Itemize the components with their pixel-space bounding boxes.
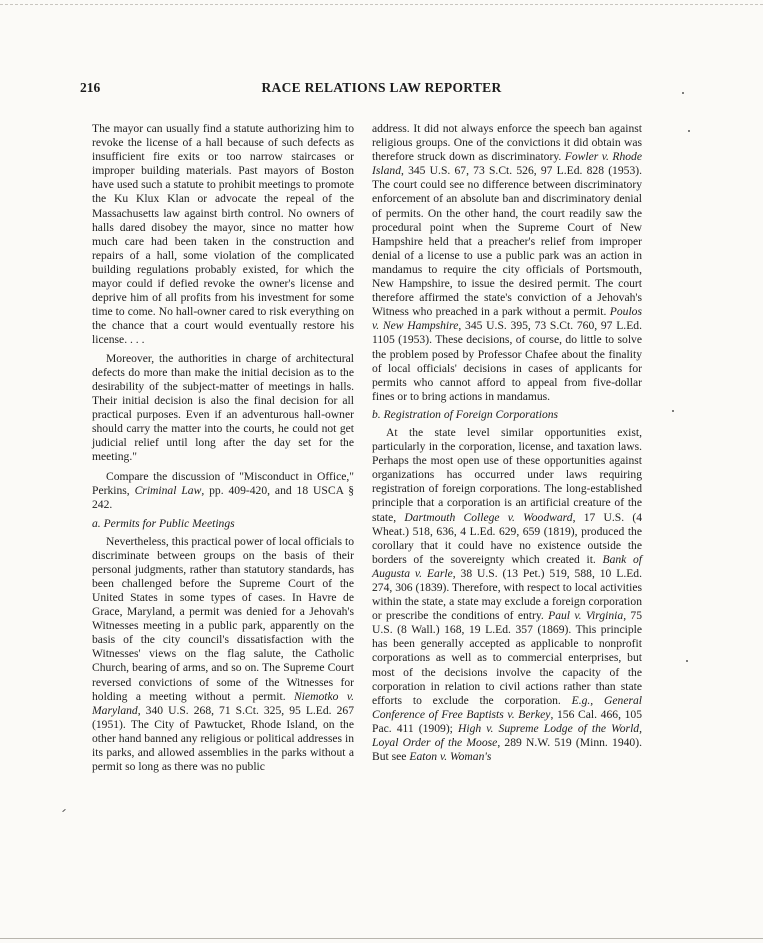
citation: Fowler v. Rhode Island bbox=[372, 150, 642, 178]
top-dashed-rule bbox=[0, 4, 763, 5]
scan-speck bbox=[672, 410, 674, 412]
section-heading-a: a. Permits for Public Meetings bbox=[92, 516, 235, 530]
running-head: RACE RELATIONS LAW REPORTER bbox=[261, 80, 502, 95]
citation: Poulos v. New Hampshire bbox=[372, 305, 642, 333]
citation: Dartmouth College v. Woodward bbox=[404, 510, 573, 524]
citation: Bank of Augusta v. Earle bbox=[372, 552, 642, 580]
paragraph-foreign-corporations: At the state level similar opportunities exist, particularly in the corporation, license, and taxation laws. Perhaps the most open use of these opportunities against organizations has occurred under laws requiring registration of foreign corporations. The long-established principle that a corporation is an artificial creature of the state, Dartmouth College v. Woodward, 17 U.S. (4 Wheat.) 518, 636, 4 L.Ed. 629, 659 (1819), produced the corollary that it could have no existence outside the borders of the sovereignty which created it. Bank of Augusta v. Earle, 38 U.S. (13 Pet.) 519, 588, 10 L.Ed. 274, 306 (1839). Therefore, with respect to local activities within the state, a state may exclude a foreign corporation or prescribe the conditions of entry. Paul v. Virginia, 75 U.S. (8 Wall.) 168, 19 L.Ed. 357 (1869). This principle has been generally accepted as applicable to nonprofit corporations as well as to commercial enterprises, but most of the decisions involve the capacity of the corporation in relation to civil actions rather than state efforts to exclude the corporation. E.g., General Conference of Free Baptists v. Berkey, 156 Cal. 466, 105 Pac. 411 (1909); High v. Supreme Lodge of the World, Loyal Order of the Moose, 289 N.W. 519 (Minn. 1940). But see Eaton v. Woman's bbox=[372, 425, 643, 764]
citation: Niemotko v. Maryland bbox=[92, 689, 355, 717]
citation: High v. Supreme Lodge of the World, Loyal Order of the Moose bbox=[372, 721, 642, 750]
scan-speck bbox=[682, 92, 684, 94]
page-number: 216 bbox=[80, 80, 101, 95]
citation: Paul v. Virginia bbox=[548, 609, 624, 623]
scan-speck bbox=[688, 130, 690, 132]
scan-speck bbox=[62, 809, 66, 812]
quote-paragraph-2: Moreover, the authorities in charge of architectural defects do more than make the initial decision as to the desirability of the subject-matter of meetings in halls. Their initial decision is also the final decision for all practical purposes. Even if an adventurous hall-owner should carry the matter into the courts, he could not get judicial relief until long after the day set for the meeting." bbox=[92, 351, 354, 464]
compare-paragraph: Compare the discussion of "Misconduct in Office," Perkins, Criminal Law, pp. 409-420, and 18 USCA § 242. bbox=[92, 470, 354, 512]
quote-paragraph-1: The mayor can usually find a statute authorizing him to revoke the license of a hall because of such defects as insufficient fire exits or too narrow staircases or improper building materials. Past mayors of Boston have used such a statute to prohibit meetings to promote the Ku Klux Klan or advocate the repeal of the Massachusetts law against birth control. No owners of halls dared disobey the mayor, since no matter how much care had been taken in the construction and repairs of a hall, some violation of the complicated building regulations probably existed, for which the mayor could if defied revoke the owner's license and deprive him of all profits from his investment for some time to come. No hall-owner cared to risk everything on the chance that a court would eventually restore his license. . . . bbox=[92, 122, 354, 347]
scan-speck bbox=[686, 660, 688, 662]
citation: E.g., General Conference of Free Baptists v. Berkey bbox=[372, 693, 642, 721]
bottom-rule bbox=[0, 938, 763, 939]
paragraph-permits: Nevertheless, this practical power of local officials to discriminate between groups on the basis of their personal judgments, rather than statutory standards, has been challenged before the Supreme Court of the United States in some types of cases. In Havre de Grace, Maryland, a permit was denied for a Jehovah's Witnesses meeting in a public park, apparently on the basis of the city council's dissatisfaction with the Witnesses' views on the flag salute, the Catholic Church, bearing of arms, and so on. The Supreme Court reversed convictions of some of the Witnesses for holding a meeting without a permit. Niemotko v. Maryland, 340 U.S. 268, 71 S.Ct. 325, 95 L.Ed. 267 (1951). The City of Pawtucket, Rhode Island, on the other hand banned any religious or political addresses in its parks, and allowed assemblies in the parks without a permit so long as there was no public bbox=[92, 534, 355, 774]
left-column bbox=[92, 122, 354, 778]
paragraph-continued: address. It did not always enforce the speech ban against religious groups. One of the convictions it did obtain was therefore struck down as discriminatory. Fowler v. Rhode Island, 345 U.S. 67, 73 S.Ct. 526, 97 L.Ed. 828 (1953). The court could see no difference between discriminatory enforcement of an absolute ban and discriminatory denial of permits. On the other hand, the court readily saw the procedural point when the Supreme Court of New Hampshire held that a preacher's relief from improper denial of a license to use a public park was an action in mandamus to require the city officials of Portsmouth, New Hampshire, to issue the desired permit. The court therefore affirmed the state's conviction of a Jehovah's Witness who preached in a park without a permit. Poulos v. New Hampshire, 345 U.S. 395, 73 S.Ct. 760, 97 L.Ed. 1105 (1953). These decisions, of course, do little to solve the problem posed by Professor Chafee about the finality of local officials' decisions in cases of applicants for permits who cannot afford to appeal from five-dollar fines or to bring actions in mandamus. bbox=[372, 122, 642, 403]
block-quote bbox=[92, 122, 354, 464]
section-heading-b: b. Registration of Foreign Corporations bbox=[372, 407, 559, 421]
right-column bbox=[372, 122, 642, 768]
citation: Criminal Law bbox=[134, 484, 202, 498]
citation: Eaton v. Woman's bbox=[409, 750, 492, 764]
